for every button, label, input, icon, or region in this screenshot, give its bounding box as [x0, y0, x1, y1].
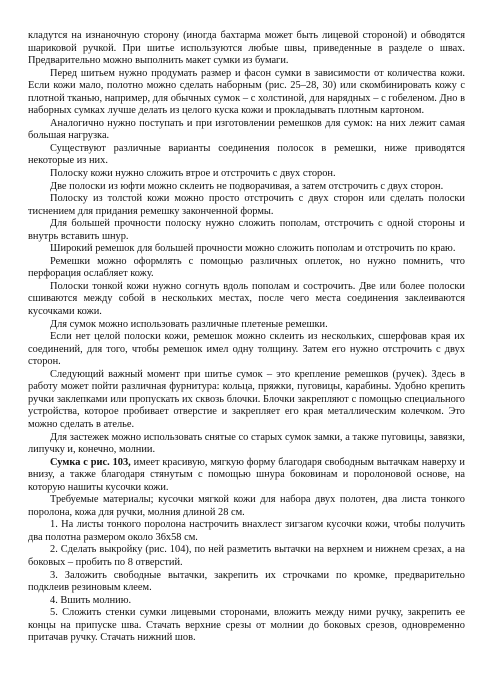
- step-item: 2. Сделать выкройку (рис. 104), по ней разметить вытачки на верхнем и нижнем срезах, а на боковых – пробить по 8 отверстий.: [28, 544, 465, 568]
- paragraph: Полоску из толстой кожи можно просто отстрочить с двух сторон или сделать полоски тиснением для придания ремешку законченной формы.: [28, 193, 465, 217]
- paragraph: Перед шитьем нужно продумать размер и фасон сумки в зависимости от количества кожи. Если кожи мало, полотно можно сделать наборным (рис. 25–28, 30) или скомбинировать кожу с плотной тканью, например, для обычных сумок – с холстиной, для нарядных – с гобеленом. Дно в наборных сумках лучше делать из целого куска кожи и прокладывать плотным картоном.: [28, 67, 465, 117]
- paragraph: Для большей прочности полоску нужно сложить пополам, отстрочить с одной стороны и внутрь вставить шнур.: [28, 218, 465, 242]
- paragraph: кладутся на изнаночную сторону (иногда бахтарма может быть лицевой стороной) и обводятся шариковой ручкой. При шитье используются любые швы, приведенные в разделе о швах. Предварительно можно выполнить макет сумки из бумаги.: [28, 30, 465, 67]
- step-item: 3. Заложить свободные вытачки, закрепить их строчками по кромке, предварительно подклеив резиновым клеем.: [28, 569, 465, 594]
- paragraph: Требуемые материалы; кусочки мягкой кожи для набора двух полотен, два листа тонкого поролона, кожа для ручки, молния длиной 28 см.: [28, 494, 465, 518]
- step-item: 4. Вшить молнию.: [50, 594, 132, 606]
- paragraph: Широкий ремешок для большей прочности можно сложить пополам и отстрочить по краю.: [50, 243, 456, 255]
- paragraph: Ремешки можно оформлять с помощью различных оплеток, но нужно помнить, что перфорация ослабляет кожу.: [28, 255, 465, 280]
- paragraph-text: имеет красивую, мягкую форму благодаря свободным вытачкам наверху и внизу, а также благодаря стянутым с помощью шнура боковинам и поролоновой основе, на которую нашиты кусочки кожи.: [28, 456, 465, 493]
- text-body: [28, 30, 465, 645]
- paragraph: Если нет целой полоски кожи, ремешок можно склеить из нескольких, сшерфовав края их соединений, для того, чтобы ремешок имел одну толщину. Затем его нужно отстрочить с двух сторон.: [28, 331, 465, 368]
- step-item: 1. На листы тонкого поролона настрочить внахлест зигзагом кусочки кожи, чтобы получить два полотна размером около 36х58 см.: [28, 519, 465, 543]
- paragraph: Для сумок можно использовать различные плетеные ремешки.: [50, 318, 328, 330]
- paragraph: Полоску кожи нужно сложить втрое и отстрочить с двух сторон.: [50, 168, 336, 180]
- paragraph: Существуют различные варианты соединения полосок в ремешки, ниже приводятся некоторые из них.: [28, 142, 465, 167]
- paragraph-figure-ref: [28, 457, 465, 495]
- step-item: 5. Сложить стенки сумки лицевыми сторонами, вложить между ними ручку, закрепить ее концы на припуске шва. Стачать верхние срезы от молнии до боковых срезов, одновременно притачав ручку. Стачать нижний шов.: [28, 607, 465, 644]
- paragraph: Для застежек можно использовать снятые со старых сумок замки, а также пуговицы, завязки, липучку и, конечно, молнии.: [28, 431, 465, 456]
- paragraph: Следующий важный момент при шитье сумок – это крепление ремешков (ручек). Здесь в работу может пойти различная фурнитура: кольца, пряжки, пуговицы, карабины. Удобно крепить ручки заклепками или пропускать их сквозь блочки. Блочки закрепляют с помощью специального устройства, которое пробивает отверстие и закрепляет его края металлическим колечком. Это можно сделать в ателье.: [28, 368, 465, 430]
- figure-reference: Сумка с рис. 103,: [50, 456, 131, 468]
- paragraph: Полоски тонкой кожи нужно согнуть вдоль пополам и сострочить. Две или более полоски сшиваются между собой в нескольких местах, после чего места соединения заклеиваются кусочками кожи.: [28, 280, 465, 318]
- paragraph: Две полоски из юфти можно склеить не подворачивая, а затем отстрочить с двух сторон.: [50, 180, 444, 192]
- paragraph: Аналогично нужно поступать и при изготовлении ремешков для сумок: на них лежит самая большая нагрузка.: [28, 117, 465, 142]
